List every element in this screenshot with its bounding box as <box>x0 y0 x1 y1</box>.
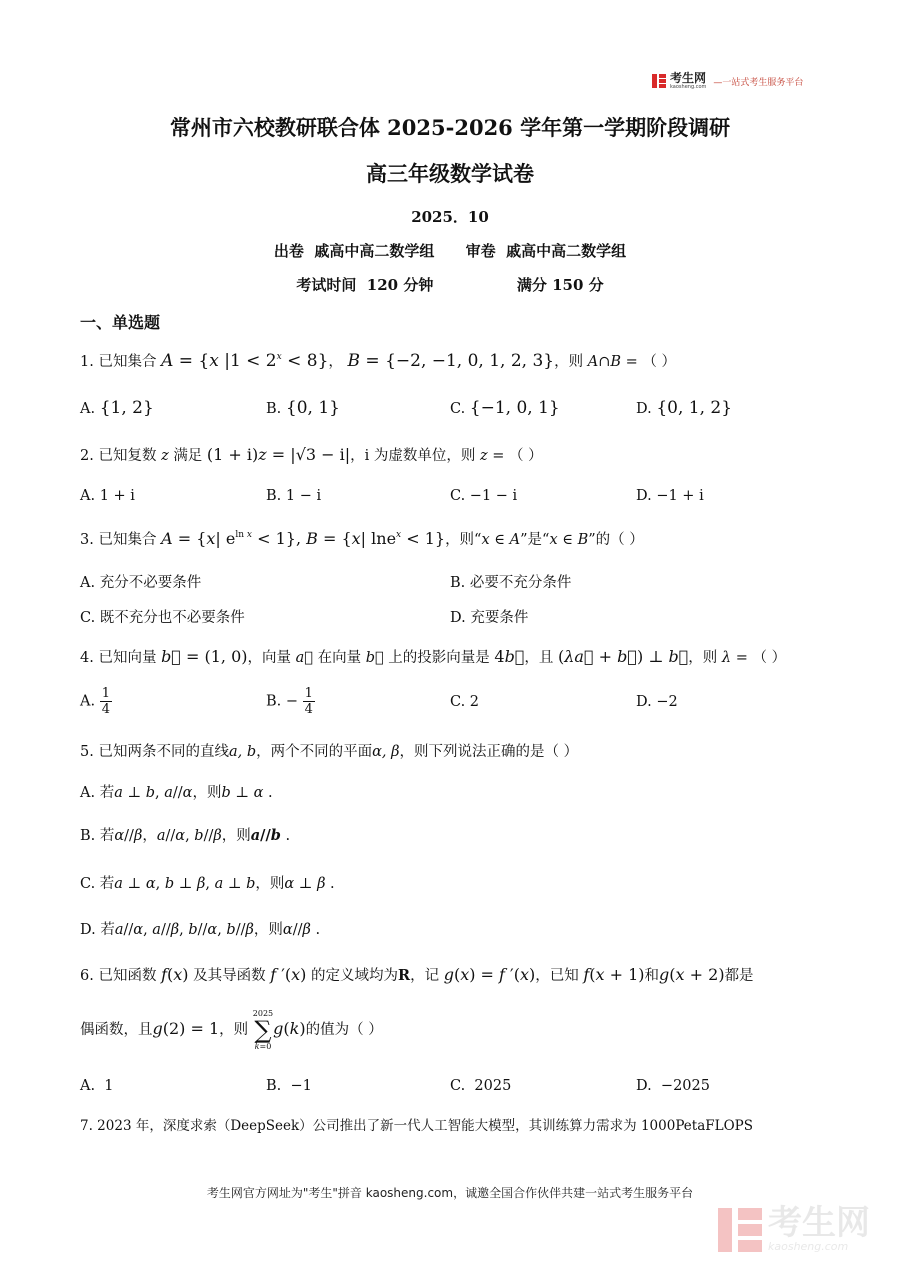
exam-title-line1: 常州市六校教研联合体 2025-2026 学年第一学期阶段调研 <box>169 115 731 140</box>
q5-option-d[interactable]: D. 若a//α, a//β, b//α, b//β，则α//β . <box>80 922 321 938</box>
footer-text: 考生网官方网址为"考生"拼音 kaosheng.com，诚邀全国合作伙伴共建一站式考生服务平台 <box>206 1186 694 1200</box>
q2-option-d[interactable]: D. −1 + i <box>636 488 704 504</box>
watermark-logo-icon <box>718 1208 762 1252</box>
q2-option-b[interactable]: B. 1 − i <box>266 488 322 504</box>
question-3: 3. 已知集合 A = {x| $e^{ln x} < 1$}, B = {x| lne$^x$ < 1}，则“x ∈ A”是“x ∈ B”的（ ） <box>80 529 644 548</box>
q2-option-a[interactable]: A. 1 + i <box>80 488 135 504</box>
exam-time-score: 考试时间 120 分钟 满分 150 分 <box>296 276 604 294</box>
watermark-name: 考生网 <box>768 1203 870 1243</box>
q3-option-a[interactable]: A. 充分不必要条件 <box>80 575 202 591</box>
exam-authors: 出卷 戚高中高二数学组 审卷 戚高中高二数学组 <box>273 242 627 260</box>
q4-option-c[interactable]: C. 2 <box>450 694 480 710</box>
q6-option-d[interactable]: D. −2025 <box>636 1078 710 1094</box>
question-4: 4. 已知向量 b⃗ = (1, 0)，向量 a⃗ 在向量 b⃗ 上的投影向量是 4b⃗，且 (λa⃗ + b⃗) ⊥ b⃗，则 λ = （ ） <box>80 647 787 666</box>
q2-option-c[interactable]: C. −1 − i <box>450 488 518 504</box>
kaosheng-logo-icon <box>652 74 666 88</box>
watermark-domain: kaosheng.com <box>768 1240 849 1253</box>
q5-option-c[interactable]: C. 若a ⊥ α, b ⊥ β, a ⊥ b，则α ⊥ β . <box>80 876 335 892</box>
brand-logo <box>652 72 803 90</box>
exam-date: 2025．10 <box>411 208 489 226</box>
logo-slogan: —一站式考生服务平台 <box>713 77 804 88</box>
section-title: 一、单选题 <box>80 313 161 332</box>
q3-option-d[interactable]: D. 充要条件 <box>450 610 529 626</box>
q4-option-b[interactable]: B. − $\frac{1}{4}$ <box>266 686 313 717</box>
q3-option-c[interactable]: C. 既不充分也不必要条件 <box>80 610 245 626</box>
q1-option-b[interactable]: B. {0, 1} <box>266 398 340 418</box>
q4-option-a[interactable]: A. $\frac{1}{4}$ <box>80 686 110 717</box>
logo-domain: kaosheng.com <box>670 84 707 90</box>
logo-name: 考生网 <box>670 71 707 85</box>
watermark <box>718 1203 870 1253</box>
exam-title-line2: 高三年级数学试卷 <box>366 161 534 186</box>
q5-option-a[interactable]: A. 若a ⊥ b, a//α，则b ⊥ α . <box>80 785 273 801</box>
question-5: 5. 已知两条不同的直线a, b，两个不同的平面α, β，则下列说法正确的是（ ） <box>80 744 579 760</box>
q4-option-d[interactable]: D. −2 <box>636 694 678 710</box>
question-2: 2. 已知复数 z 满足 (1 + i)z = |√3 − i|，i 为虚数单位，则 z = （ ） <box>80 445 543 464</box>
q3-option-b[interactable]: B. 必要不充分条件 <box>450 575 572 591</box>
q1-option-c[interactable]: C. {−1, 0, 1} <box>450 398 560 418</box>
question-6-line2: 偶函数，且g(2) = 1，则 2025 ∑ k=0 g(k)的值为（ ） <box>80 1009 383 1051</box>
q5-option-b[interactable]: B. 若α//β，a//α, b//β，则a//b . <box>80 827 291 844</box>
q6-option-c[interactable]: C. 2025 <box>450 1078 512 1094</box>
q6-option-b[interactable]: B. −1 <box>266 1078 312 1094</box>
question-7: 7. 2023 年，深度求索（DeepSeek）公司推出了新一代人工智能大模型，其训练算力需求为 1000PetaFLOPS <box>80 1118 753 1134</box>
question-6: 6. 已知函数 f(x) 及其导函数 f ′(x) 的定义域均为R，记 g(x) = f ′(x)，已知 f(x + 1)和g(x + 2)都是 <box>80 965 754 984</box>
q1-option-d[interactable]: D. {0, 1, 2} <box>636 398 733 418</box>
q1-option-a[interactable]: A. {1, 2} <box>80 398 154 418</box>
q6-option-a[interactable]: A. 1 <box>80 1078 114 1094</box>
question-1: 1. 已知集合 A = {x $|1 < 2^x < 8$}， B = {−2, −1, 0, 1, 2, 3}，则 A∩B = （ ） <box>80 351 677 371</box>
